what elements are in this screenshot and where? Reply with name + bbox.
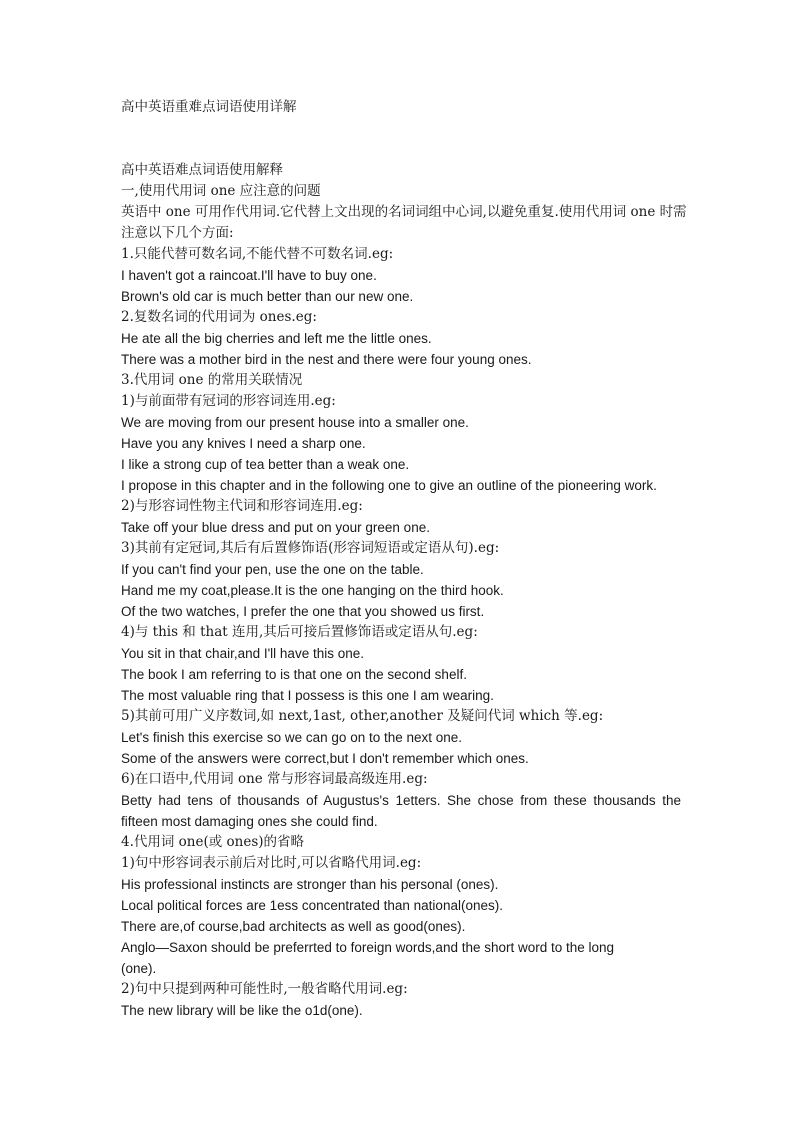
text-line: I propose in this chapter and in the following one to give an outline of the pioneering work. [121,478,657,493]
text-line: Take off your blue dress and put on your green one. [121,520,430,535]
document-body [121,160,687,1021]
text-line: 2)与形容词性物主代词和形容词连用.eg: [121,498,363,514]
text-line: (one). [121,961,157,976]
text-line: 5)其前可用广义序数词,如 next,1ast, other,another 及疑问代词 which 等.eg: [121,708,604,724]
text-line: 英语中 one 可用作代用词.它代替上文出现的名词词组中心词,以避免重复.使用代用词 one 时需 [121,204,687,220]
text-line: There are,of course,bad architects as well as good(ones). [121,919,466,934]
text-line: 2.复数名词的代用词为 ones.eg: [121,309,317,325]
text-line: 3.代用词 one 的常用关联情况 [121,372,303,388]
text-line: Let's finish this exercise so we can go on to the next one. [121,730,463,745]
text-line: The most valuable ring that I possess is this one I am wearing. [121,688,494,703]
text-line: 2)句中只提到两种可能性时,一般省略代用词.eg: [121,981,408,997]
text-line: 一,使用代用词 one 应注意的问题 [121,183,321,199]
text-line: We are moving from our present house into a smaller one. [121,415,469,430]
text-line: 6)在口语中,代用词 one 常与形容词最高级连用.eg: [121,771,428,787]
text-line: Of the two watches, I prefer the one that you showed us first. [121,604,485,619]
text-line: 注意以下几个方面: [121,225,234,241]
text-line: 1)句中形容词表示前后对比时,可以省略代用词.eg: [121,855,422,871]
text-line: Local political forces are 1ess concentrated than national(ones). [121,898,503,913]
text-line: Betty had tens of thousands of Augustus's 1etters. She chose from these thousands the [121,793,681,808]
text-line: If you can't find your pen, use the one on the table. [121,562,424,577]
text-line: I like a strong cup of tea better than a weak one. [121,457,410,472]
text-line: 4.代用词 one(或 ones)的省略 [121,834,305,850]
text-line: Brown's old car is much better than our new one. [121,289,414,304]
text-line: I haven't got a raincoat.I'll have to buy one. [121,268,377,283]
text-line: 3)其前有定冠词,其后有后置修饰语(形容词短语或定语从句).eg: [121,540,500,556]
text-line: The book I am referring to is that one on the second shelf. [121,667,467,682]
text-line: 1.只能代替可数名词,不能代替不可数名词.eg: [121,246,394,262]
text-line: Anglo—Saxon should be preferrted to foreign words,and the short word to the long [121,940,615,955]
text-line: His professional instincts are stronger than his personal (ones). [121,877,499,892]
text-line: You sit in that chair,and I'll have this one. [121,646,364,661]
text-line: He ate all the big cherries and left me the little ones. [121,331,432,346]
text-line: 高中英语难点词语使用解释 [121,162,283,178]
text-line: 1)与前面带有冠词的形容词连用.eg: [121,393,336,409]
text-line: fifteen most damaging ones she could find. [121,814,378,829]
text-line: There was a mother bird in the nest and there were four young ones. [121,352,532,367]
text-line: 4)与 this 和 that 连用,其后可接后置修饰语或定语从句.eg: [121,624,478,640]
document-title: 高中英语重难点词语使用详解 [121,99,297,115]
text-line: The new library will be like the o1d(one). [121,1003,363,1018]
text-line: Some of the answers were correct,but I don't remember which ones. [121,751,529,766]
text-line: Have you any knives I need a sharp one. [121,436,366,451]
text-line: Hand me my coat,please.It is the one hanging on the third hook. [121,583,504,598]
